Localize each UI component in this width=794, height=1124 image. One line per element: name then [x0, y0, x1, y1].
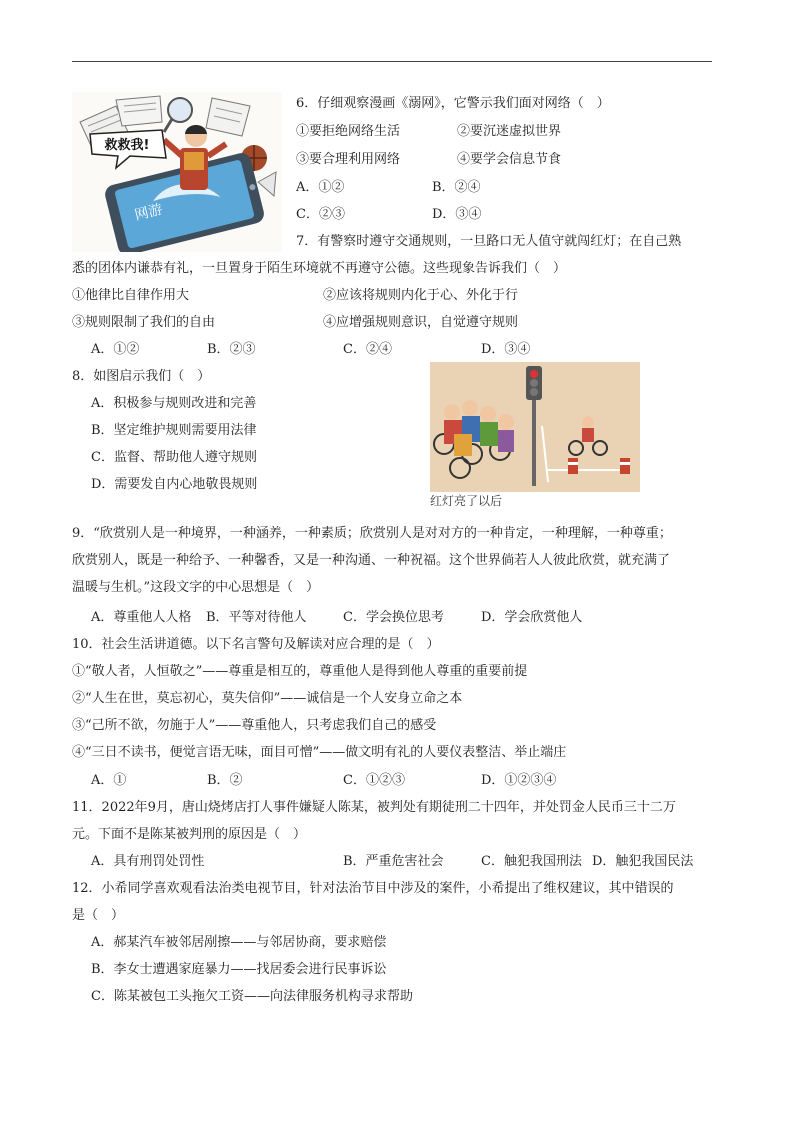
q8-choice-c: C．监督、帮助他人遵守规则	[91, 450, 257, 465]
q9-choice-b: B．平等对待他人	[206, 610, 307, 625]
q10-option-4: ④“三日不读书，便觉言语无味，面目可憎”——做文明有礼的人要仪表整洁、举止端庄	[72, 745, 567, 760]
q7-choice-c: C．②④	[343, 342, 392, 357]
q10-option-2: ②“人生在世，莫忘初心，莫失信仰”——诚信是一个人安身立命之本	[72, 691, 463, 706]
q7-choice-a: A．①②	[91, 342, 140, 357]
q10-choice-b: B．②	[207, 773, 243, 788]
q8-stem: 8．如图启示我们（ ）	[72, 369, 211, 384]
q6-stem: 6．仔细观察漫画《溺网》，它警示我们面对网络（ ）	[296, 96, 610, 111]
q8-choice-b: B．坚定维护规则需要用法律	[91, 423, 257, 438]
comic-drowning-in-net	[72, 92, 282, 252]
q7-choice-b: B．②③	[207, 342, 256, 357]
q10-choice-d: D．①②③④	[481, 773, 557, 788]
q8-choice-d: D．需要发自内心地敬畏规则	[91, 477, 258, 492]
q9-line-1: 9．“欣赏别人是一种境界，一种涵养，一种素质；欣赏别人是对对方的一种肯定，一种理解，一种尊重；	[72, 526, 672, 541]
comic-illustration	[72, 92, 282, 252]
q6-choice-b: B．②④	[432, 180, 481, 195]
q11-line-1: 11．2022年9月，唐山烧烤店打人事件嫌疑人陈某，被判处有期徒刑二十四年，并处罚金人民币三十二万	[72, 800, 676, 815]
q10-stem: 10．社会生活讲道德。以下名言警句及解读对应合理的是（ ）	[72, 637, 440, 652]
q10-choice-c: C．①②③	[343, 773, 405, 788]
q12-choice-a: A．郝某汽车被邻居剐擦——与邻居协商，要求赔偿	[91, 935, 387, 950]
q12-choice-b: B．李女士遭遇家庭暴力——找居委会进行民事诉讼	[91, 962, 387, 977]
q6-choice-d: D．③④	[432, 207, 482, 222]
q8-choice-a: A．积极参与规则改进和完善	[91, 396, 257, 411]
q9-choice-c: C．学会换位思考	[343, 610, 444, 625]
q10-option-3: ③“己所不欲，勿施于人”——尊重他人，只考虑我们自己的感受	[72, 718, 437, 733]
comic-speech-text: 救救我!	[104, 138, 150, 153]
q6-choice-a: A．①②	[296, 180, 345, 195]
q7-option-4: ④应增强规则意识，自觉遵守规则	[323, 315, 519, 330]
q11-choice-d: D．触犯我国民法	[592, 854, 694, 869]
q9-line-3: 温暖与生机。”这段文字的中心思想是（ ）	[72, 580, 320, 595]
q12-line-1: 12．小希同学喜欢观看法治类电视节目，针对法治节目中涉及的案件，小希提出了维权建议，其中错误的	[72, 881, 674, 896]
q6-option-3: ③要合理利用网络	[296, 152, 401, 167]
q10-option-1: ①“敬人者，人恒敬之”——尊重是相互的，尊重他人是得到他人尊重的重要前提	[72, 664, 528, 679]
q11-choice-a: A．具有刑罚处罚性	[91, 854, 205, 869]
q12-choice-c: C．陈某被包工头拖欠工资——向法律服务机构寻求帮助	[91, 989, 413, 1004]
q7-option-1: ①他律比自律作用大	[72, 288, 190, 303]
q7-line-1: 7．有警察时遵守交通规则，一旦路口无人值守就闯红灯；在自己熟	[296, 234, 682, 249]
q9-choice-a: A．尊重他人人格	[91, 610, 192, 625]
phone-label-text: 网游	[133, 201, 165, 224]
header-rule	[72, 61, 712, 62]
q11-choice-c: C．触犯我国刑法	[481, 854, 582, 869]
q11-line-2: 元。下面不是陈某被判刑的原因是（ ）	[72, 827, 307, 842]
q7-line-2: 悉的团体内谦恭有礼，一旦置身于陌生环境就不再遵守公德。这些现象告诉我们（ ）	[72, 261, 567, 276]
q11-choice-b: B．严重危害社会	[343, 854, 444, 869]
illustration-caption: 红灯亮了以后	[430, 494, 503, 508]
q6-option-2: ②要沉迷虚拟世界	[457, 124, 562, 139]
q6-choice-c: C．②③	[296, 207, 345, 222]
q7-option-2: ②应该将规则内化于心、外化于行	[323, 288, 519, 303]
q9-choice-d: D．学会欣赏他人	[481, 610, 583, 625]
q10-choice-a: A．①	[91, 773, 127, 788]
q12-line-2: 是（ ）	[72, 908, 125, 923]
q6-option-1: ①要拒绝网络生活	[296, 124, 401, 139]
q9-line-2: 欣赏别人，既是一种给予、一种馨香，又是一种沟通、一种祝福。这个世界倘若人人彼此欣赏，就充满了	[72, 553, 671, 568]
q7-choice-d: D．③④	[481, 342, 531, 357]
q7-option-3: ③规则限制了我们的自由	[72, 315, 216, 330]
red-light-illustration	[430, 362, 640, 492]
q6-option-4: ④要学会信息节食	[457, 152, 562, 167]
traffic-illustration	[430, 362, 640, 492]
